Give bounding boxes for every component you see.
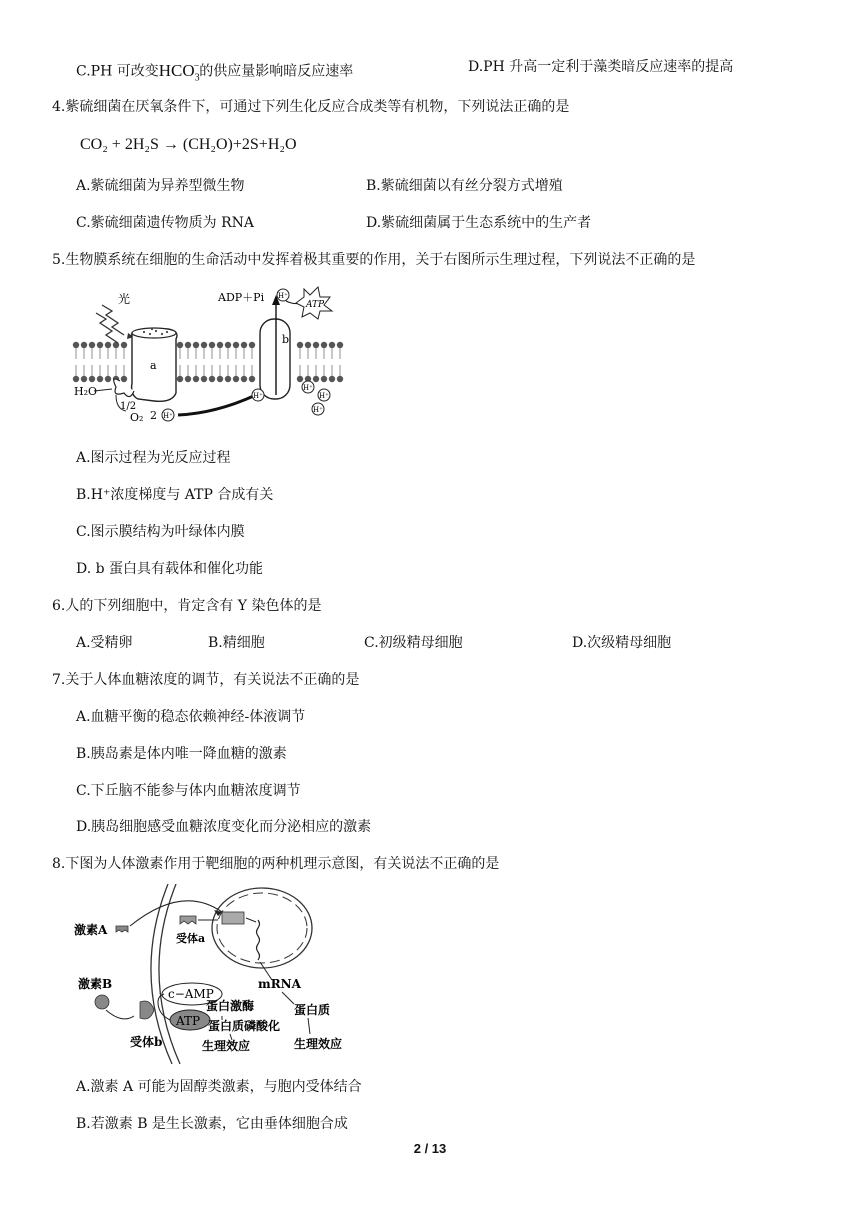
lipid-head <box>121 342 127 348</box>
camp-label: c−AMP <box>168 987 214 1001</box>
mrna-label: mRNA <box>258 977 301 991</box>
hormone-a-icon <box>116 926 128 932</box>
receptor-a-icon <box>180 916 196 924</box>
q5-option-d: D. b 蛋白具有载体和催化功能 <box>76 561 264 577</box>
q5-option-b: B.H⁺浓度梯度与 ATP 合成有关 <box>76 487 274 503</box>
h-ion-label: H⁺ <box>163 412 173 420</box>
lipid-head <box>81 342 87 348</box>
lipid-head <box>121 376 127 382</box>
lipid-head <box>177 376 183 382</box>
lipid-head <box>225 376 231 382</box>
lipid-head <box>329 376 335 382</box>
q4-option-b: B.紫硫细菌以有丝分裂方式增殖 <box>366 178 563 194</box>
q6-stem: 6.人的下列细胞中，肯定含有 Y 染色体的是 <box>52 598 322 614</box>
protein-a-label: a <box>150 359 157 372</box>
lipid-head <box>209 376 215 382</box>
lipid-head <box>241 376 247 382</box>
nuclear-envelope <box>217 893 307 963</box>
effect1-label: 生理效应 <box>202 1039 251 1053</box>
h-ion-label: H⁺ <box>319 392 329 400</box>
effect2-arrow <box>308 1018 310 1034</box>
h2o-label: H₂O <box>74 385 98 398</box>
lipid-head <box>193 376 199 382</box>
half-label: 1/2 <box>120 401 137 412</box>
q7-option-c: C.下丘脑不能参与体内血糖浓度调节 <box>76 783 301 799</box>
q3-option-c-prefix: C.PH 可改变 <box>76 63 159 80</box>
hco3-sup: − <box>193 61 200 72</box>
q5-option-a: A.图示过程为光反应过程 <box>76 450 231 466</box>
kinase-label: 蛋白激酶 <box>206 999 255 1013</box>
lipid-head <box>97 376 103 382</box>
receptor-b-label: 受体b <box>130 1035 163 1049</box>
hormone-b-icon <box>95 995 109 1009</box>
lipid-head <box>249 342 255 348</box>
q4-equation: CO₂ + 2H₂S → (CH₂O)+2S+H₂O <box>80 136 297 153</box>
phosphorylation-label: 蛋白质磷酸化 <box>208 1019 281 1033</box>
lipid-head <box>193 342 199 348</box>
lipid-head <box>321 376 327 382</box>
lipid-head <box>321 342 327 348</box>
q6-option-c: C.初级精母细胞 <box>364 635 463 651</box>
lipid-head <box>105 376 111 382</box>
q8-option-b: B.若激素 B 是生长激素，它由垂体细胞合成 <box>76 1116 348 1132</box>
lipid-head <box>233 376 239 382</box>
lipid-head <box>225 342 231 348</box>
o2-label: O₂ <box>130 411 144 424</box>
q6-option-d: D.次级精母细胞 <box>572 635 672 651</box>
hormone-receptor-complex-icon <box>222 912 244 924</box>
protein-arrow <box>282 992 294 1004</box>
lipid-head <box>113 342 119 348</box>
q7-option-b: B.胰岛素是体内唯一降血糖的激素 <box>76 746 287 762</box>
lipid-head <box>217 376 223 382</box>
complex-to-dna-arrow <box>246 918 256 922</box>
adp-pi-label: ADP＋Pi <box>218 291 265 304</box>
lipid-head <box>201 376 207 382</box>
hco3-sub: 3 <box>194 72 200 84</box>
q3-option-c-suffix: 的供应量影响暗反应速率 <box>199 63 354 80</box>
lipid-head <box>185 376 191 382</box>
protein-a-top <box>132 328 176 338</box>
light-ray-icon <box>96 313 118 343</box>
hormone-a-label: 激素A <box>74 923 108 937</box>
membrane-bilayer <box>73 342 343 382</box>
q6-option-a: A.受精卵 <box>76 635 133 651</box>
h-ion-label: H⁺ <box>303 384 313 392</box>
lipid-head <box>249 376 255 382</box>
hormone-b-arrow <box>106 1010 134 1019</box>
q8-option-a: A.激素 A 可能为固醇类激素，与胞内受体结合 <box>76 1079 362 1095</box>
light-label: 光 <box>118 292 131 306</box>
hco3-formula <box>158 60 200 84</box>
q7-option-d: D.胰岛细胞感受血糖浓度变化而分泌相应的激素 <box>76 819 372 835</box>
q7-stem: 7.关于人体血糖浓度的调节，有关说法不正确的是 <box>52 672 360 688</box>
protein-b-label: b <box>282 333 290 346</box>
effect2-label: 生理效应 <box>294 1037 343 1051</box>
lipid-head <box>337 342 343 348</box>
receptor-a-label: 受体a <box>176 932 206 945</box>
q4-option-c: C.紫硫细菌遗传物质为 RNA <box>76 215 255 231</box>
lipid-head <box>73 376 79 382</box>
lipid-head <box>89 342 95 348</box>
q4-stem: 4.紫硫细菌在厌氧条件下，可通过下列生化反应合成类等有机物，下列说法正确的是 <box>52 99 570 115</box>
h-ion-label: H⁺ <box>278 292 288 300</box>
two-label: 2 <box>150 409 157 422</box>
lipid-head <box>313 342 319 348</box>
atp-node-label: ATP <box>176 1014 201 1028</box>
q5-stem: 5.生物膜系统在细胞的生命活动中发挥着极其重要的作用，关于右图所示生理过程，下列说法不正确的是 <box>52 252 696 268</box>
hormone-mechanism-figure <box>72 884 372 1064</box>
q6-option-b: B.精细胞 <box>208 635 265 651</box>
lipid-head <box>305 342 311 348</box>
page-number: 2 / 13 <box>413 1141 447 1156</box>
atp-label: ATP <box>306 300 325 310</box>
lipid-head <box>233 342 239 348</box>
q3-option-c <box>76 57 353 88</box>
q4-option-a: A.紫硫细菌为异养型微生物 <box>76 178 245 194</box>
protein-label: 蛋白质 <box>294 1003 331 1017</box>
lipid-head <box>209 342 215 348</box>
q7-option-a: A.血糖平衡的稳态依赖神经-体液调节 <box>76 709 306 725</box>
h-ion-label: H⁺ <box>253 392 263 400</box>
q4-option-d: D.紫硫细菌属于生态系统中的生产者 <box>366 215 592 231</box>
hormone-a-path-arrow <box>130 901 222 926</box>
lipid-head <box>217 342 223 348</box>
lipid-head <box>337 376 343 382</box>
q3-option-d: D.PH 升高一定利于藻类暗反应速率的提高 <box>468 59 734 75</box>
lipid-head <box>241 342 247 348</box>
q8-stem: 8.下图为人体激素作用于靶细胞的两种机理示意图，有关说法不正确的是 <box>52 856 500 872</box>
nucleus <box>212 888 312 968</box>
hco3-text: HCO <box>158 60 195 80</box>
lipid-head <box>177 342 183 348</box>
dna-icon <box>257 920 260 960</box>
photosynthesis-membrane-figure <box>72 283 352 433</box>
lipid-head <box>81 376 87 382</box>
lipid-head <box>89 376 95 382</box>
hormone-b-label: 激素B <box>78 977 113 991</box>
h-ion-label: H⁺ <box>313 406 323 414</box>
q5-option-c: C.图示膜结构为叶绿体内膜 <box>76 524 245 540</box>
lipid-head <box>201 342 207 348</box>
lipid-head <box>185 342 191 348</box>
receptor-b-icon <box>140 1001 154 1019</box>
lipid-head <box>105 342 111 348</box>
lipid-head <box>297 342 303 348</box>
lipid-head <box>329 342 335 348</box>
protein-b <box>260 319 290 399</box>
lipid-head <box>313 376 319 382</box>
lipid-head <box>297 376 303 382</box>
lipid-head <box>73 342 79 348</box>
lipid-head <box>97 342 103 348</box>
